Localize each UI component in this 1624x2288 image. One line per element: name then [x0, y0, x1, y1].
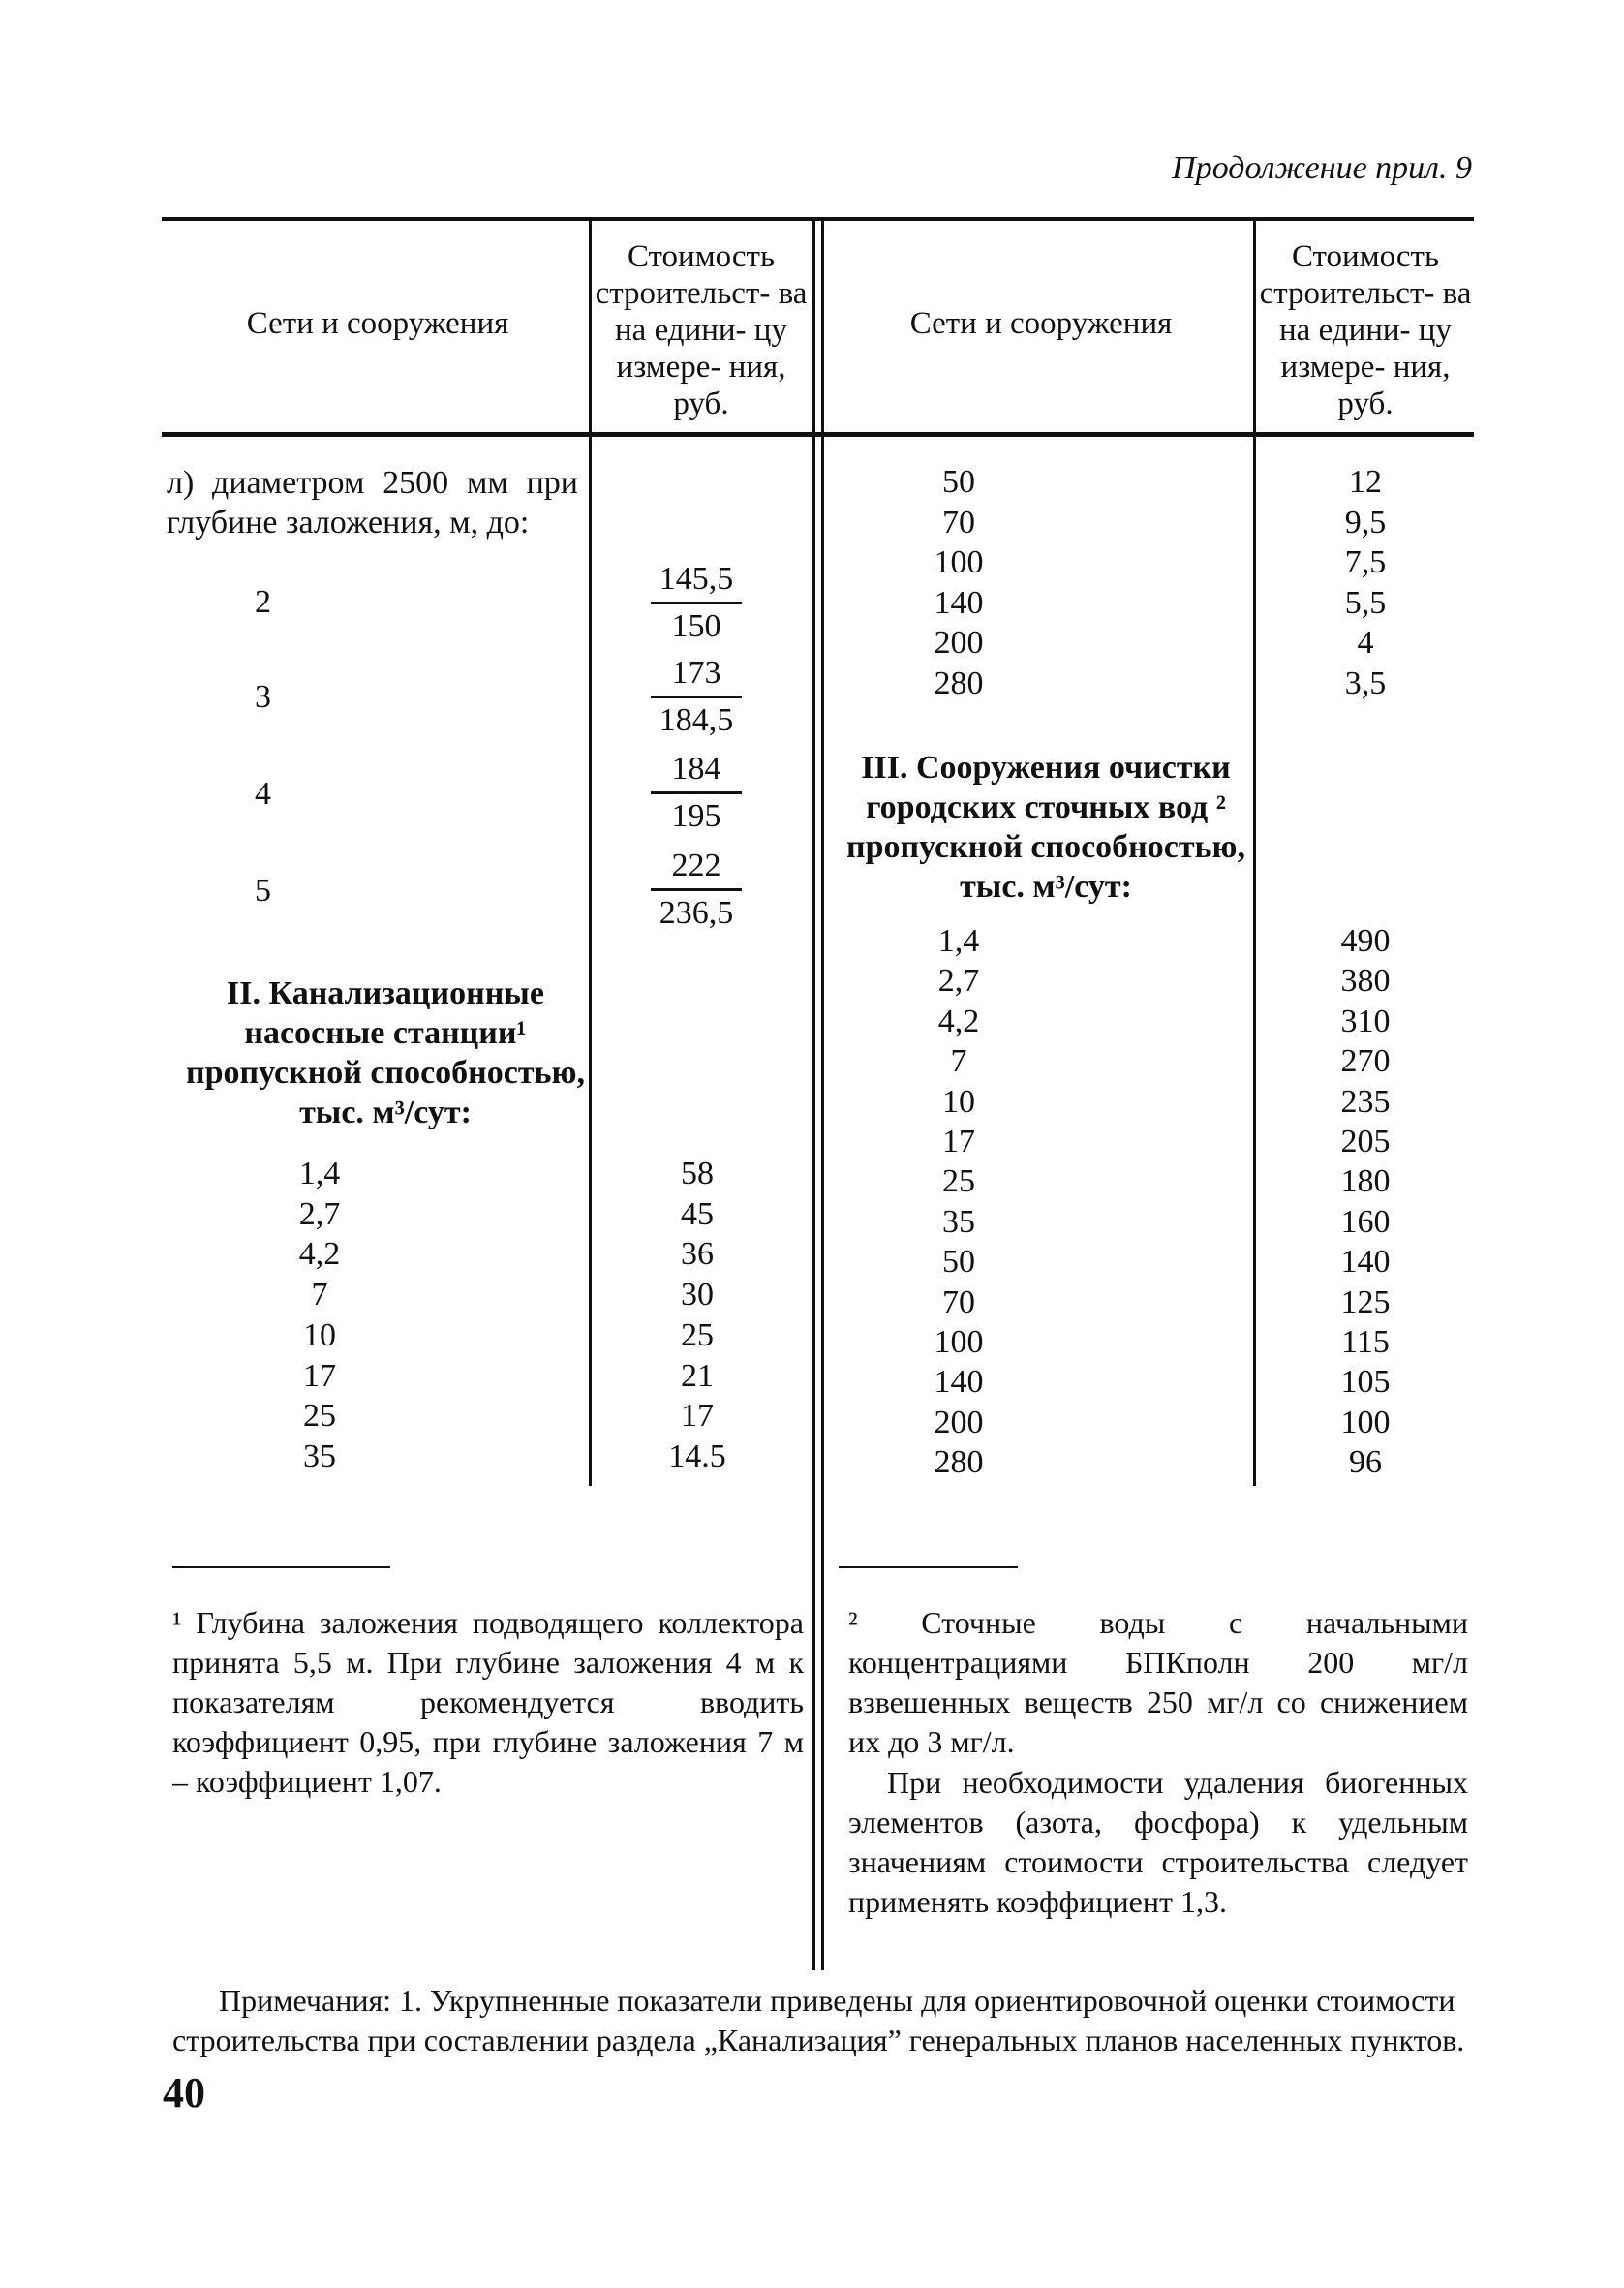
- section-iii-title: III. Сооружения очистки городских сточных вод ² пропускной способностью, тыс. м³/сут:: [845, 750, 1246, 905]
- footnote-2-paragraph-2: При необходимости удаления биогенных элементов (азота, фосфора) к удельным значениям стоимости строительства следует применять коэффициент 1,3.: [848, 1765, 1468, 1919]
- section-ii-title: II. Канализационные насосные станции¹ пропускной способностью, тыс. м³/сут:: [185, 975, 586, 1130]
- center-divider-a: [812, 217, 815, 1970]
- capacity-value: 10: [942, 1083, 975, 1120]
- capacity-value: 200: [934, 1404, 984, 1440]
- table-header-rule: [162, 432, 1474, 437]
- cost-value: 21: [681, 1357, 714, 1394]
- fraction-depth-5: [643, 847, 750, 933]
- capacity-value: 100: [934, 1324, 984, 1360]
- fraction-denominator: 184,5: [659, 702, 734, 738]
- cost-value: 45: [681, 1195, 714, 1232]
- cost-value: 160: [1340, 1203, 1391, 1240]
- capacity-value: 1,4: [298, 1156, 341, 1191]
- cost-value: 5,5: [1344, 584, 1387, 621]
- capacity-value: 35: [942, 1203, 975, 1240]
- capacity-value: 7: [950, 1043, 967, 1080]
- header-right-cost: Стоимость строительст- ва на едини- цу измере- ния, руб.: [1259, 239, 1472, 421]
- notes-paragraph: Примечания: 1. Укрупненные показатели приведены для ориентировочной оценки стоимости строительства при составлении раздела „Канализация” генеральных планов населенных пунктов.: [172, 1983, 1465, 2057]
- fraction-denominator: 195: [671, 798, 721, 834]
- cost-value: 58: [681, 1156, 714, 1191]
- capacity-value: 70: [942, 504, 975, 541]
- fraction-depth-3: [643, 654, 750, 740]
- capacity-value: 280: [934, 1444, 984, 1481]
- capacity-value: 2,7: [937, 963, 980, 1000]
- fraction-depth-4: [643, 750, 750, 836]
- continuation-label: Продолжение прил. 9: [1172, 150, 1472, 186]
- capacity-value: 1,4: [937, 923, 980, 959]
- cost-value: 380: [1340, 963, 1391, 1000]
- footnote-rule-right: [839, 1566, 1018, 1568]
- capacity-value: 25: [303, 1398, 336, 1435]
- fraction-bar: [651, 791, 742, 794]
- cost-value: 36: [681, 1236, 714, 1273]
- footnote-2-paragraph-1: ² Сточные воды с начальными концентрациями БПКполн 200 мг/л взвешенных веществ 250 мг/л со снижением их до 3 мг/л.: [848, 1605, 1468, 1759]
- cost-value: 30: [681, 1277, 714, 1314]
- cost-value: 140: [1340, 1244, 1391, 1281]
- cost-value: 9,5: [1344, 504, 1387, 541]
- fraction-numerator: 222: [671, 848, 721, 883]
- fraction-depth-2: [643, 560, 750, 646]
- capacity-value: 10: [303, 1316, 336, 1353]
- cost-value: 180: [1340, 1163, 1391, 1200]
- footnote-rule-left: [172, 1566, 390, 1568]
- cost-value: 17: [681, 1398, 714, 1435]
- capacity-value: 50: [942, 464, 975, 500]
- cost-value: 7,5: [1344, 544, 1387, 580]
- cost-value: 3,5: [1344, 665, 1387, 701]
- cost-value: 12: [1349, 464, 1382, 500]
- fraction-bar: [651, 888, 742, 891]
- cost-value: 14.5: [668, 1438, 726, 1474]
- capacity-value: 140: [934, 584, 984, 621]
- cost-value: 205: [1340, 1124, 1391, 1159]
- cost-value: 4: [1357, 625, 1374, 661]
- cost-value: 115: [1341, 1324, 1390, 1360]
- capacity-value: 17: [942, 1124, 975, 1159]
- fraction-bar: [651, 696, 742, 698]
- fraction-numerator: 145,5: [659, 561, 734, 597]
- capacity-value: 280: [934, 665, 984, 701]
- capacity-value: 70: [942, 1283, 975, 1320]
- capacity-value: 4,2: [298, 1236, 341, 1273]
- center-divider-b: [821, 217, 824, 1970]
- capacity-value: 4,2: [937, 1003, 980, 1039]
- header-right-name: Сети и сооружения: [909, 306, 1173, 341]
- cost-value: 100: [1340, 1404, 1391, 1440]
- left-column-divider: [589, 217, 592, 1486]
- depth-5: 5: [255, 873, 271, 909]
- fraction-denominator: 236,5: [659, 895, 734, 931]
- depth-3: 3: [255, 679, 271, 715]
- capacity-value: 17: [303, 1357, 336, 1394]
- header-left-cost: Стоимость строительст- ва на едини- цу измере- ния, руб.: [595, 239, 808, 421]
- depth-4: 4: [255, 776, 271, 812]
- capacity-value: 25: [942, 1163, 975, 1200]
- cost-value: 490: [1340, 923, 1391, 959]
- item-l-description: л) диаметром 2500 мм при глубине заложения, м, до:: [167, 465, 578, 541]
- capacity-value: 2,7: [298, 1195, 341, 1232]
- capacity-value: 140: [934, 1364, 984, 1401]
- fraction-numerator: 184: [671, 751, 721, 787]
- cost-value: 125: [1340, 1283, 1391, 1320]
- cost-value: 96: [1349, 1444, 1382, 1481]
- cost-value: 25: [681, 1316, 714, 1353]
- table-top-rule: [162, 217, 1474, 221]
- capacity-value: 7: [311, 1277, 328, 1314]
- capacity-value: 50: [942, 1244, 975, 1281]
- capacity-value: 35: [303, 1438, 336, 1474]
- header-left-name: Сети и сооружения: [246, 306, 509, 341]
- capacity-value: 100: [934, 544, 984, 580]
- fraction-denominator: 150: [671, 608, 721, 644]
- capacity-value: 200: [934, 625, 984, 661]
- cost-value: 105: [1340, 1364, 1391, 1401]
- footnote-1: ¹ Глубина заложения подводящего коллектора принята 5,5 м. При глубине заложения 4 м к показателям рекомендуется вводить коэффициент 0,95, при глубине заложения 7 м – коэффициент 1,07.: [172, 1605, 804, 1799]
- fraction-numerator: 173: [671, 655, 721, 691]
- cost-value: 235: [1340, 1083, 1391, 1120]
- cost-value: 310: [1340, 1003, 1391, 1039]
- fraction-bar: [651, 602, 742, 604]
- depth-2: 2: [255, 584, 271, 620]
- page-number: 40: [163, 2069, 205, 2117]
- cost-value: 270: [1340, 1043, 1391, 1080]
